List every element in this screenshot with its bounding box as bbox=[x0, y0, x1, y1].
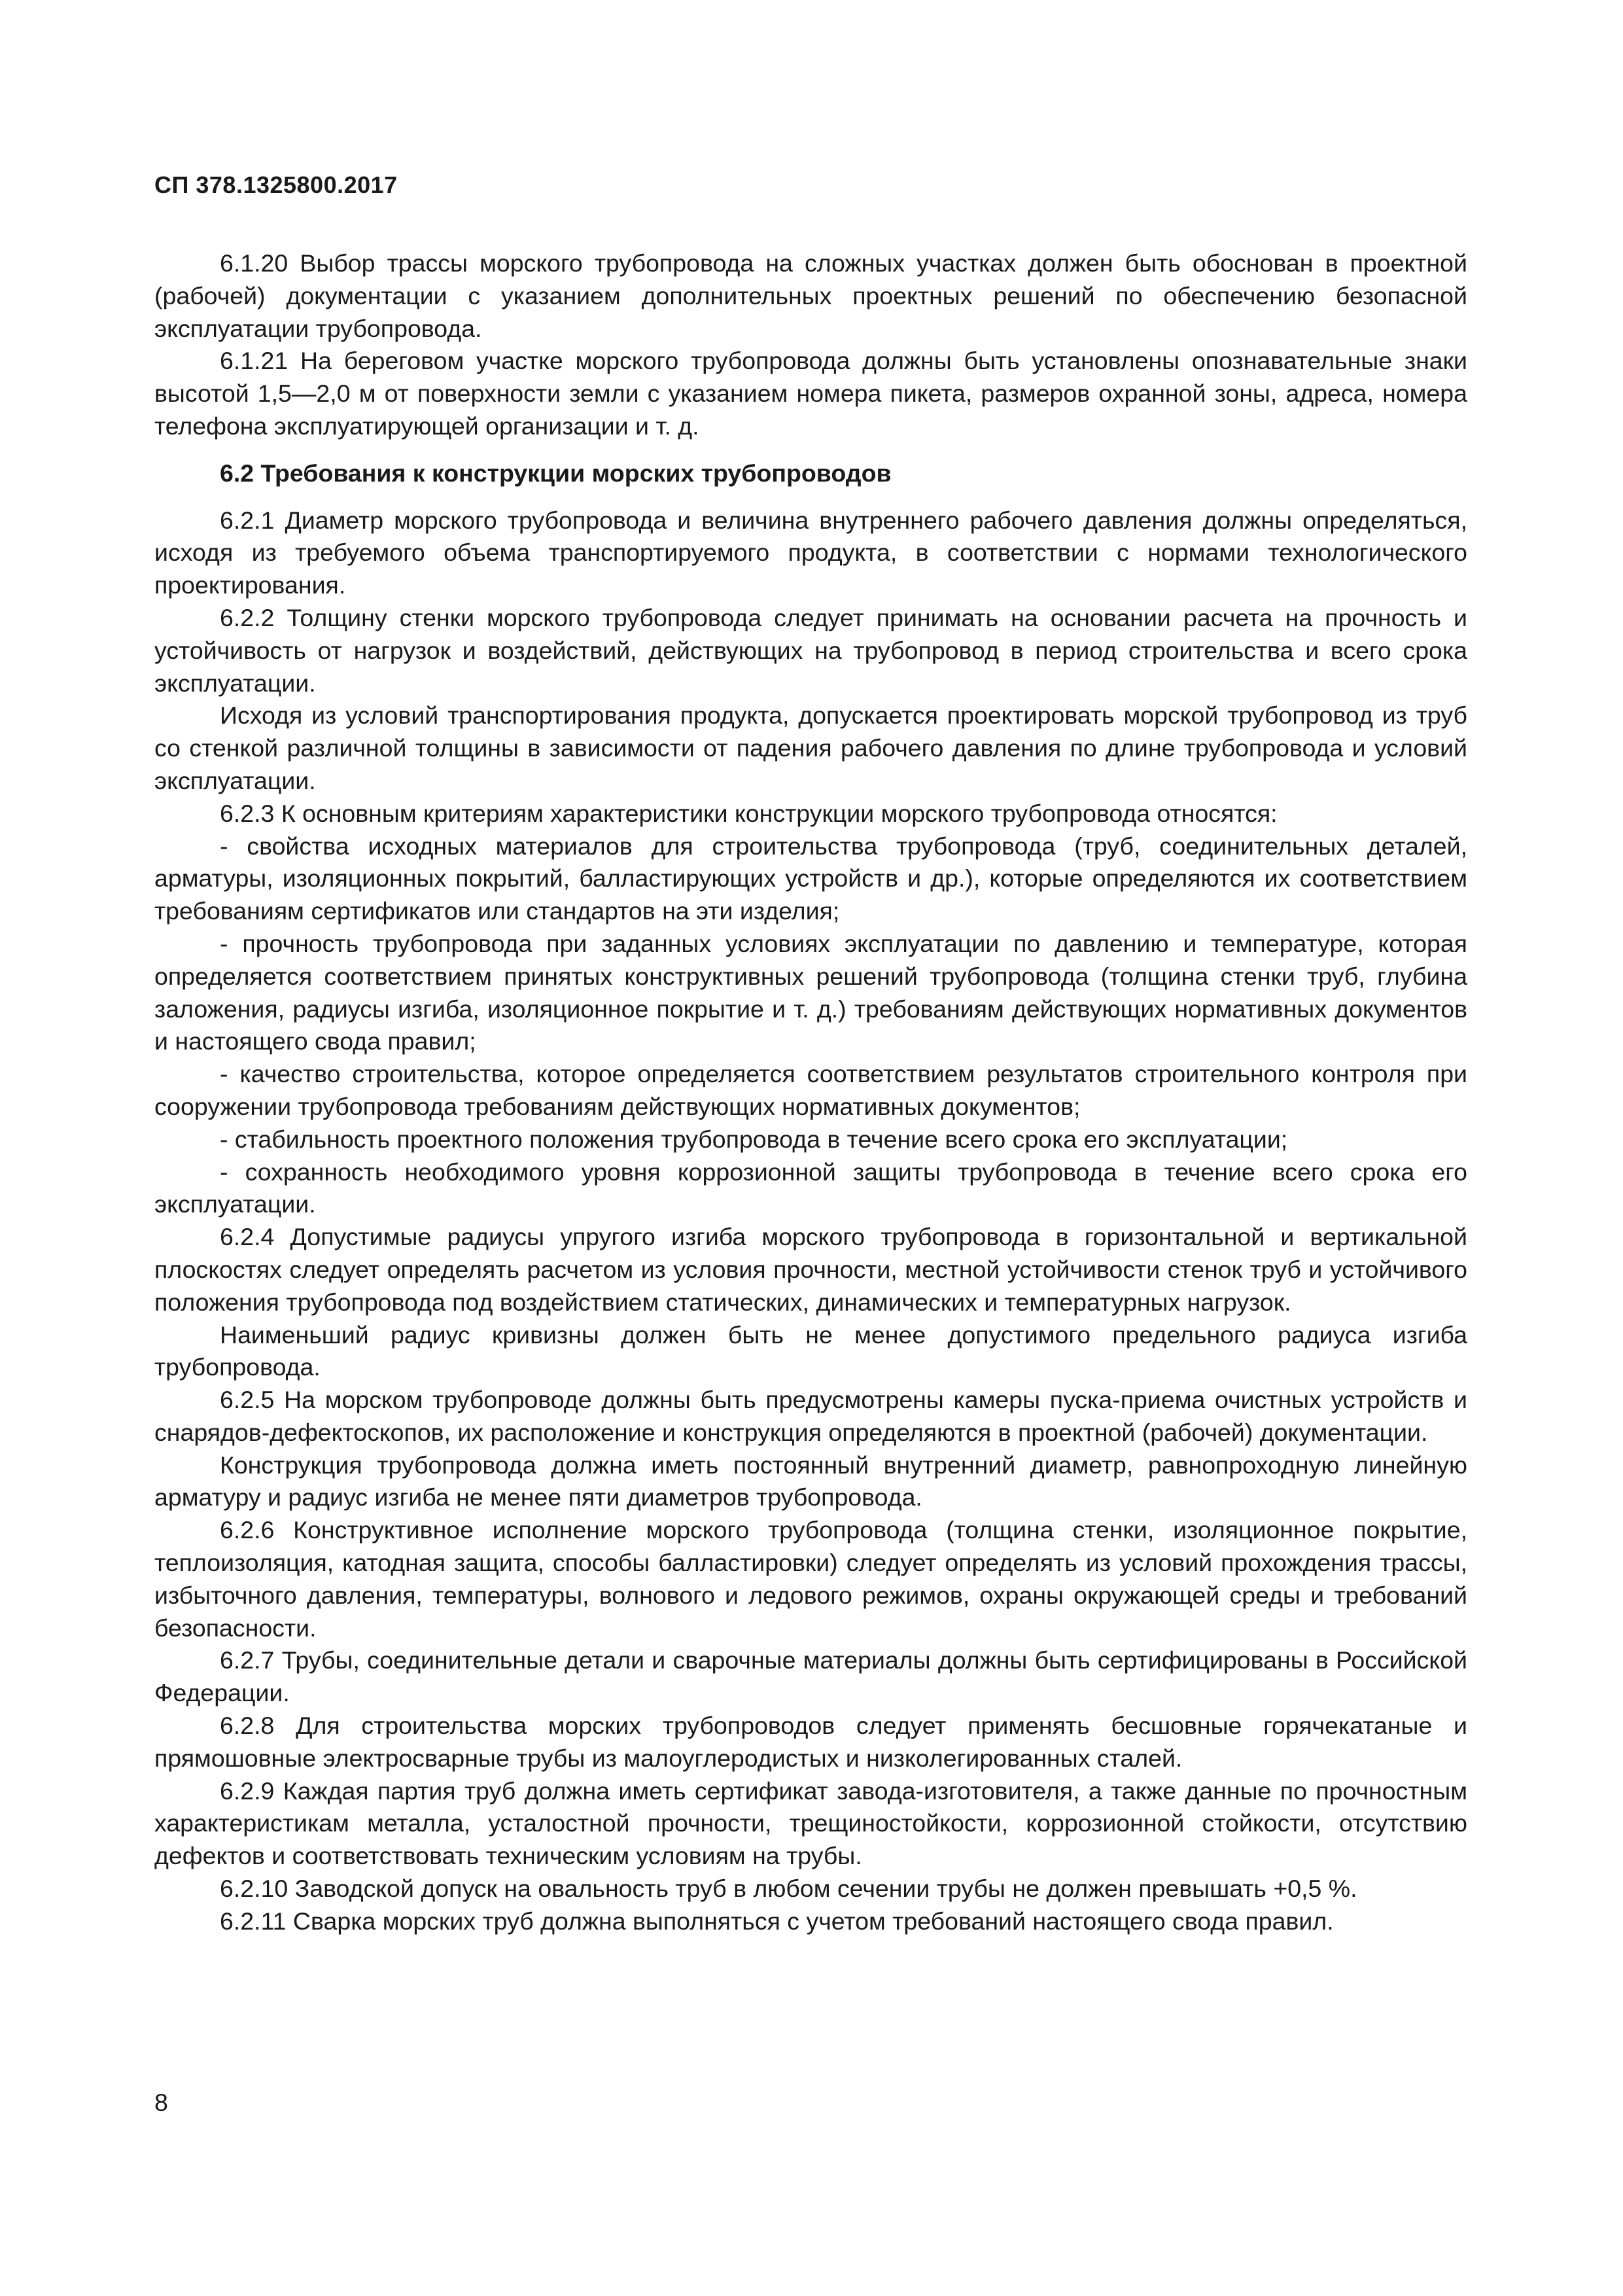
page-number: 8 bbox=[154, 2089, 168, 2116]
paragraph-6-2-2-cont: Исходя из условий транспортирования продукта, допускается проектировать морской трубопровод из труб со стенкой различной толщины в зависимости от падения рабочего давления по длине трубопровода и условий эксплуатации. bbox=[154, 701, 1467, 794]
paragraph-6-2-8: 6.2.8 Для строительства морских трубопроводов следует применять бесшовные горячекатаные и прямошовные электросварные трубы из малоуглеродистых и низколегированных сталей. bbox=[154, 1712, 1467, 1772]
document-body bbox=[154, 247, 1467, 1938]
list-item-strength: - прочность трубопровода при заданных условиях эксплуатации по давлению и температуре, которая определяется соответствием принятых конструктивных решений трубопровода (толщина стенки труб, глубина заложения, радиусы изгиба, изоляционное покрытие и т. д.) требованиям действующих нормативных документов и настоящего свода правил; bbox=[154, 929, 1467, 1055]
section-heading-6-2: 6.2 Требования к конструкции морских трубопроводов bbox=[220, 459, 892, 487]
paragraph-6-2-4-cont: Наименьший радиус кривизны должен быть не менее допустимого предельного радиуса изгиба трубопровода. bbox=[154, 1320, 1467, 1381]
list-item-stability: - стабильность проектного положения трубопровода в течение всего срока его эксплуатации; bbox=[220, 1125, 1288, 1153]
paragraph-6-1-21: 6.1.21 На береговом участке морского трубопровода должны быть установлены опознавательные знаки высотой 1,5—2,0 м от поверхности земли с указанием номера пикета, размеров охранной зоны, адреса, номера телефона эксплуатирующей организации и т. д. bbox=[154, 347, 1467, 440]
list-item-corrosion: - сохранность необходимого уровня коррозионной защиты трубопровода в течение всего срока его эксплуатации. bbox=[154, 1157, 1467, 1218]
paragraph-6-2-6: 6.2.6 Конструктивное исполнение морского трубопровода (толщина стенки, изоляционное покрытие, теплоизоляция, катодная защита, способы балластировки) следует определять из условий прохождения трассы, избыточного давления, температуры, волнового и ледового режимов, охраны окружающей среды и требований безопасности. bbox=[154, 1516, 1467, 1642]
paragraph-6-2-1: 6.2.1 Диаметр морского трубопровода и величина внутреннего рабочего давления должны определяться, исходя из требуемого объема транспортируемого продукта, в соответствии с нормами технологического проектирования. bbox=[154, 506, 1467, 599]
list-item-construction-quality: - качество строительства, которое определяется соответствием результатов строительного контроля при сооружении трубопровода требованиям действующих нормативных документов; bbox=[154, 1060, 1467, 1120]
document-code: СП 378.1325800.2017 bbox=[154, 171, 398, 198]
paragraph-6-2-2: 6.2.2 Толщину стенки морского трубопровода следует принимать на основании расчета на прочность и устойчивость от нагрузок и воздействий, действующих на трубопровод в период строительства и всего срока эксплуатации. bbox=[154, 603, 1467, 697]
paragraph-6-2-10: 6.2.10 Заводской допуск на овальность труб в любом сечении трубы не должен превышать +0,5 %. bbox=[220, 1875, 1357, 1903]
paragraph-6-2-9: 6.2.9 Каждая партия труб должна иметь сертификат завода-изготовителя, а также данные по прочностным характеристикам металла, усталостной прочности, трещиностойкости, коррозионной стойкости, отсутствию дефектов и соответствовать техническим условиям на трубы. bbox=[154, 1776, 1467, 1870]
paragraph-6-2-5-cont: Конструкция трубопровода должна иметь постоянный внутренний диаметр, равнопроходную линейную арматуру и радиус изгиба не менее пяти диаметров трубопровода. bbox=[154, 1451, 1467, 1511]
paragraph-6-2-4: 6.2.4 Допустимые радиусы упругого изгиба морского трубопровода в горизонтальной и вертикальной плоскостях следует определять расчетом из условия прочности, местной устойчивости стенок труб и устойчивого положения трубопровода под воздействием статических, динамических и температурных нагрузок. bbox=[154, 1223, 1467, 1316]
list-item-materials: - свойства исходных материалов для строительства трубопровода (труб, соединительных деталей, арматуры, изоляционных покрытий, балластирующих устройств и др.), которые определяются их соответствием требованиям сертификатов или стандартов на эти изделия; bbox=[154, 832, 1467, 925]
paragraph-6-2-7: 6.2.7 Трубы, соединительные детали и сварочные материалы должны быть сертифицированы в Российской Федерации. bbox=[154, 1646, 1467, 1707]
paragraph-6-1-20: 6.1.20 Выбор трассы морского трубопровода на сложных участках должен быть обоснован в проектной (рабочей) документации с указанием дополнительных проектных решений по обеспечению безопасной эксплуатации трубопровода. bbox=[154, 249, 1467, 342]
paragraph-6-2-5: 6.2.5 На морском трубопроводе должны быть предусмотрены камеры пуска-приема очистных устройств и снарядов-дефектоскопов, их расположение и конструкция определяются в проектной (рабочей) документации. bbox=[154, 1386, 1467, 1446]
paragraph-6-2-3: 6.2.3 К основным критериям характеристики конструкции морского трубопровода относятся: bbox=[220, 799, 1278, 827]
paragraph-6-2-11: 6.2.11 Сварка морских труб должна выполняться с учетом требований настоящего свода правил. bbox=[220, 1907, 1334, 1935]
